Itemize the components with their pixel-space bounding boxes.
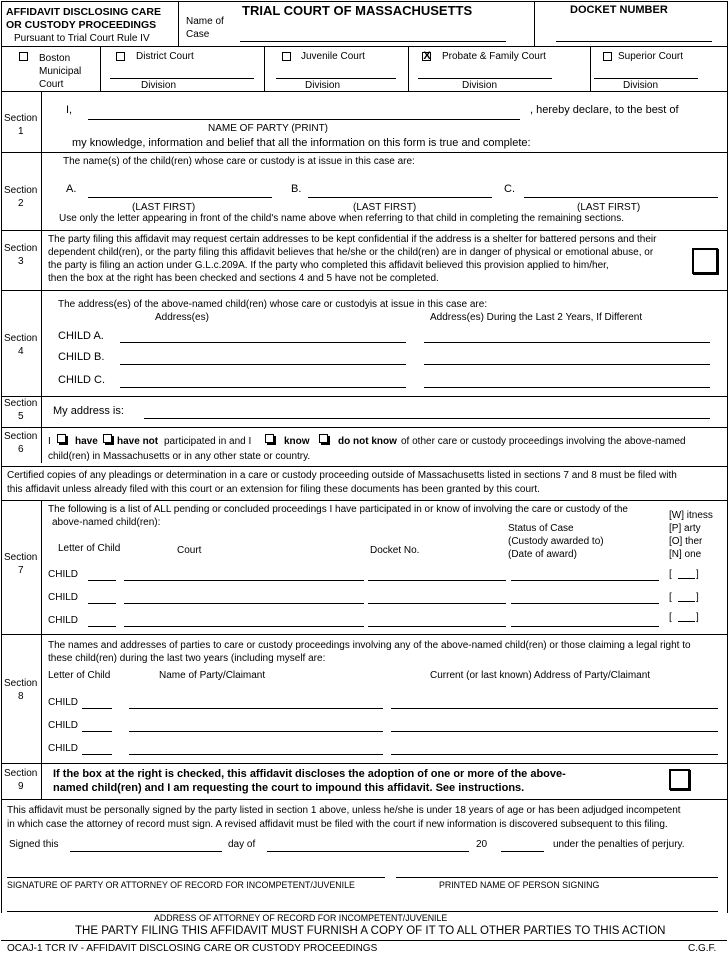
- signed-day-line: [70, 851, 222, 852]
- section4-child-c: CHILD C.: [58, 374, 106, 386]
- printed-name-caption: PRINTED NAME OF PERSON SIGNING: [439, 880, 600, 890]
- signed-year-line: [501, 851, 544, 852]
- probate-division-line: [418, 78, 552, 79]
- section1-i: I,: [66, 104, 73, 116]
- attorney-address-caption: ADDRESS OF ATTORNEY OF RECORD FOR INCOMPETENT/JUVENILE: [154, 913, 448, 923]
- s7-row1-docket-line: [368, 580, 506, 581]
- s7-row2-bracket-open: [: [669, 592, 672, 603]
- form-title-line1: AFFIDAVIT DISCLOSING CARE: [6, 6, 161, 18]
- child-b-address-input[interactable]: [122, 351, 404, 363]
- juvenile-division-line: [276, 78, 396, 79]
- printed-name-line: [396, 877, 718, 878]
- s8-row2-name-line: [129, 731, 383, 732]
- section7-status-line3: (Date of award): [508, 549, 577, 560]
- child-c-name-line: [524, 197, 718, 198]
- furnish-copy-notice: THE PARTY FILING THIS AFFIDAVIT MUST FURNISH A COPY OF IT TO ALL OTHER PARTIES TO THIS ACTION: [75, 925, 666, 937]
- confidential-address-checkbox[interactable]: [692, 248, 718, 274]
- s7-row3-court-line: [124, 626, 364, 627]
- legend-other: [O] ther: [669, 536, 703, 547]
- section7-letter-header: Letter of Child: [58, 543, 121, 554]
- s8-row2-child-label: CHILD: [48, 720, 79, 731]
- section2-label: Section: [4, 185, 38, 196]
- section2-intro: The name(s) of the child(ren) whose care or custody is at issue in this case are:: [63, 156, 415, 167]
- s7-row1-child-label: CHILD: [48, 569, 79, 580]
- child-a-address-input[interactable]: [122, 329, 404, 341]
- footer-bottom-rule: [1, 940, 727, 941]
- form-title-line2: OR CUSTODY PROCEEDINGS: [6, 19, 157, 31]
- docket-number-input[interactable]: [558, 28, 710, 40]
- section5-bottom-rule: [1, 427, 727, 428]
- section6-rest: of other care or custody proceedings involving the above-named: [401, 436, 686, 447]
- signed-month-line: [267, 851, 469, 852]
- child-a-letter: A.: [66, 183, 77, 195]
- s7-row3-role-line: [678, 621, 695, 622]
- section7-bottom-rule: [1, 634, 727, 635]
- party-name-input[interactable]: [90, 106, 518, 118]
- child-b-address-line: [120, 364, 406, 365]
- s7-row1-bracket-open: [: [669, 569, 672, 580]
- courts-bottom-rule: [1, 91, 727, 92]
- section6-label: Section: [4, 431, 38, 442]
- s7-row3-bracket-close: ]: [696, 612, 699, 623]
- section7-intro1: The following is a list of ALL pending or concluded proceedings I have participated in or know of involving the care or custody of the: [48, 504, 628, 515]
- signed-year-input[interactable]: [503, 838, 542, 850]
- day-of-label: day of: [228, 839, 256, 850]
- attorney-address-input[interactable]: [9, 897, 716, 909]
- section8-intro1: The names and addresses of parties to care or custody proceedings involving any of the above-named child(ren) or those claiming a legal right to: [48, 640, 691, 651]
- s7-row2-bracket-close: ]: [696, 592, 699, 603]
- printed-name-input[interactable]: [398, 863, 716, 875]
- participated-text: participated in and I: [164, 436, 252, 447]
- s7-row3-bracket-open: [: [669, 612, 672, 623]
- child-b-caption: (LAST FIRST): [353, 202, 417, 213]
- child-a-name-line: [88, 197, 272, 198]
- section7-number: 7: [18, 565, 24, 576]
- probate-division-label: Division: [462, 80, 498, 91]
- child-c-address-input[interactable]: [122, 374, 404, 386]
- section9-line2: named child(ren) and I am requesting the court to impound this affidavit. See instructions.: [53, 782, 525, 794]
- section6-i: I: [48, 436, 51, 447]
- section6-bottom-rule: [1, 466, 727, 467]
- rule-reference: Pursuant to Trial Court Rule IV: [14, 33, 150, 44]
- section8-number: 8: [18, 691, 24, 702]
- boston-label-3: Court: [39, 79, 64, 90]
- section3-line4: then the box at the right has been checked and sections 4 and 5 have not be completed.: [48, 273, 439, 284]
- section1-bottom-rule: [1, 152, 727, 153]
- s8-row1-child-label: CHILD: [48, 697, 79, 708]
- s8-row3-child-label: CHILD: [48, 743, 79, 754]
- child-b-letter: B.: [291, 183, 302, 195]
- s8-row2-address-line: [391, 731, 718, 732]
- juvenile-court-label: Juvenile Court: [301, 51, 365, 62]
- s7-row1-bracket-close: ]: [696, 569, 699, 580]
- child-b-name-input[interactable]: [310, 184, 490, 196]
- have-not-checkbox[interactable]: [103, 434, 112, 443]
- case-name-input[interactable]: [242, 28, 504, 40]
- child-a-caption: (LAST FIRST): [132, 202, 196, 213]
- my-address-label: My address is:: [53, 405, 124, 417]
- s7-row2-status-line: [511, 603, 659, 604]
- section2-number: 2: [18, 198, 24, 209]
- superior-court-checkbox[interactable]: [603, 52, 612, 61]
- section5-label: Section: [4, 398, 38, 409]
- docket-number-line: [556, 41, 712, 42]
- cgf-code: C.G.F.: [688, 943, 717, 954]
- s7-row3-letter-line: [88, 626, 116, 627]
- section1-knowledge: my knowledge, information and belief that all the information on this form is true and complete:: [72, 137, 531, 149]
- header-bottom-rule: [1, 46, 727, 47]
- section7-status-line2: (Custody awarded to): [508, 536, 604, 547]
- boston-label-1: Boston: [39, 53, 71, 64]
- s8-row3-address-line: [391, 754, 718, 755]
- s8-row3-name-line: [129, 754, 383, 755]
- form-border-left: [1, 1, 2, 913]
- section3-line1: The party filing this affidavit may request certain addresses to be kept confidential if the address is a shelter for battered persons and their: [48, 234, 657, 245]
- s7-row1-status-line: [511, 580, 659, 581]
- child-c-letter: C.: [504, 183, 515, 195]
- probate-check-mark: X: [423, 50, 431, 62]
- adoption-impound-checkbox[interactable]: [669, 769, 690, 790]
- certified-line1: Certified copies of any pleadings or determination in a care or custody proceeding outside of Massachusetts listed in sections 7 and 8 must be filed with: [7, 470, 677, 481]
- district-court-checkbox[interactable]: [116, 52, 125, 61]
- section1-number: 1: [18, 126, 24, 137]
- have-checkbox[interactable]: [57, 434, 66, 443]
- signature-line: [7, 877, 385, 878]
- district-court-label: District Court: [136, 51, 194, 62]
- section8-letter-header: Letter of Child: [48, 670, 111, 681]
- s7-row2-role-line: [678, 601, 695, 602]
- signed-month-input[interactable]: [269, 838, 467, 850]
- year-prefix-label: 20: [476, 839, 488, 850]
- section4-intro: The address(es) of the above-named child(ren) whose care or custodyis at issue in this case are:: [58, 299, 488, 310]
- section6-number: 6: [18, 444, 24, 455]
- do-not-know-checkbox[interactable]: [319, 434, 328, 443]
- superior-division-label: Division: [623, 80, 659, 91]
- header-divider-1: [178, 1, 179, 46]
- probate-court-label: Probate & Family Court: [442, 51, 546, 62]
- form-border-top: [1, 1, 727, 2]
- court-divider-3: [408, 46, 409, 91]
- section9-label: Section: [4, 768, 38, 779]
- section7-intro2: above-named child(ren):: [52, 517, 161, 528]
- case-name-line: [240, 41, 506, 42]
- section3-label: Section: [4, 243, 38, 254]
- child-c-name-input[interactable]: [526, 184, 716, 196]
- section4-child-a: CHILD A.: [58, 330, 104, 342]
- my-address-input[interactable]: [146, 405, 708, 417]
- section8-label: Section: [4, 678, 38, 689]
- s8-row2-letter-line: [82, 731, 112, 732]
- section3-number: 3: [18, 256, 24, 267]
- child-b-name-line: [308, 197, 492, 198]
- section3-bottom-rule: [1, 290, 727, 291]
- prior-address-column-header: Address(es) During the Last 2 Years, If Different: [430, 312, 643, 323]
- legend-party: [P] arty: [669, 523, 701, 534]
- section2-note: Use only the letter appearing in front of the child's name above when referring to that child in completing the remaining sections.: [59, 213, 625, 224]
- section5-number: 5: [18, 411, 24, 422]
- section1-label: Section: [4, 113, 38, 124]
- section3-line2: dependent child(ren), or the party filing this affidavit believes that he/she or the child(ren) are in danger of physical or emotional abuse, or: [48, 247, 654, 258]
- child-c-address-line: [120, 387, 406, 388]
- have-label: have: [75, 436, 98, 447]
- section4-label: Section: [4, 333, 38, 344]
- s7-row3-docket-line: [368, 626, 506, 627]
- header-divider-2: [534, 1, 535, 46]
- section8-name-header: Name of Party/Claimant: [159, 670, 266, 681]
- s7-row1-court-line: [124, 580, 364, 581]
- section9-number: 9: [18, 781, 24, 792]
- name-of-case-label-2: Case: [186, 29, 210, 40]
- know-label: know: [284, 436, 310, 447]
- boston-label-2: Municipal: [39, 66, 82, 77]
- section1-declare: , hereby declare, to the best of: [530, 104, 679, 116]
- superior-division-line: [594, 78, 698, 79]
- section4-child-b: CHILD B.: [58, 351, 105, 363]
- legend-witness: [W] itness: [669, 510, 713, 521]
- court-divider-4: [590, 46, 591, 91]
- section7-label: Section: [4, 552, 38, 563]
- s8-row1-name-line: [129, 708, 383, 709]
- signature-caption: SIGNATURE OF PARTY OR ATTORNEY OF RECORD FOR INCOMPETENT/JUVENILE: [7, 880, 355, 890]
- footer-paragraph-line2: in which case the attorney of record must sign. A revised affidavit must be filed with the court if new information is discovered subsequent to this filing.: [7, 819, 668, 830]
- section9-line1: If the box at the right is checked, this affidavit discloses the adoption of one or more of the above-: [53, 768, 566, 780]
- child-a-address-line: [120, 342, 406, 343]
- attorney-address-line: [7, 911, 718, 912]
- section-column-divider-bottom: [41, 500, 42, 799]
- section7-status-line1: Status of Case: [508, 523, 574, 534]
- section8-address-header: Current (or last known) Address of Party/Claimant: [430, 670, 651, 681]
- section4-bottom-rule: [1, 396, 727, 397]
- court-divider-1: [100, 46, 101, 91]
- child-b-prior-address-input[interactable]: [426, 351, 708, 363]
- s7-row2-letter-line: [88, 603, 116, 604]
- section8-intro2: these child(ren) during the last two years (including myself are:: [48, 653, 326, 664]
- child-c-caption: (LAST FIRST): [577, 202, 641, 213]
- court-title: TRIAL COURT OF MASSACHUSETTS: [242, 3, 473, 18]
- s7-row2-court-line: [124, 603, 364, 604]
- form-identifier: OCAJ-1 TCR IV - AFFIDAVIT DISCLOSING CARE OR CUSTODY PROCEEDINGS: [7, 943, 378, 954]
- section9-bottom-rule: [1, 799, 727, 800]
- s7-row3-status-line: [511, 626, 659, 627]
- party-name-line: [88, 119, 520, 120]
- s7-row2-child-label: CHILD: [48, 592, 79, 603]
- certified-line2: this affidavit unless already filed with this court or an extension for filing these documents has been granted by this court.: [7, 484, 540, 495]
- signed-this-label: Signed this: [9, 839, 59, 850]
- child-a-prior-address-input[interactable]: [426, 329, 708, 341]
- child-c-prior-address-line: [424, 387, 710, 388]
- my-address-line: [144, 418, 710, 419]
- child-b-prior-address-line: [424, 364, 710, 365]
- child-c-prior-address-input[interactable]: [426, 374, 708, 386]
- section8-bottom-rule: [1, 763, 727, 764]
- juvenile-division-label: Division: [305, 80, 341, 91]
- s7-row1-role-line: [678, 578, 695, 579]
- superior-court-label: Superior Court: [618, 51, 684, 62]
- s8-row1-letter-line: [82, 708, 112, 709]
- s7-row3-child-label: CHILD: [48, 615, 79, 626]
- child-a-name-input[interactable]: [90, 184, 270, 196]
- district-division-label: Division: [141, 80, 177, 91]
- section4-number: 4: [18, 346, 24, 357]
- section2-bottom-rule: [1, 230, 727, 231]
- address-column-header: Address(es): [155, 312, 209, 323]
- name-of-case-label-1: Name of: [186, 16, 224, 27]
- court-divider-2: [264, 46, 265, 91]
- docket-number-label: DOCKET NUMBER: [570, 4, 668, 16]
- footer-paragraph-line1: This affidavit must be personally signed by the party listed in section 1 above, unless he/she is under 18 years of age or has been adjudged incompetent: [7, 805, 681, 816]
- juvenile-court-checkbox[interactable]: [282, 52, 291, 61]
- section6-line2: child(ren) in Massachusetts or in any other state or country.: [48, 451, 311, 462]
- section7-court-header: Court: [177, 545, 202, 556]
- child-a-prior-address-line: [424, 342, 710, 343]
- know-checkbox[interactable]: [265, 434, 274, 443]
- signature-input[interactable]: [9, 863, 383, 875]
- legend-none: [N] one: [669, 549, 702, 560]
- s7-row1-letter-line: [88, 580, 116, 581]
- s7-row2-docket-line: [368, 603, 506, 604]
- section7-docket-header: Docket No.: [370, 545, 420, 556]
- party-name-caption: NAME OF PARTY (PRINT): [208, 123, 329, 134]
- perjury-text: under the penalties of perjury.: [553, 839, 685, 850]
- s8-row3-letter-line: [82, 754, 112, 755]
- district-division-line: [110, 78, 254, 79]
- signed-day-input[interactable]: [72, 838, 220, 850]
- s8-row1-address-line: [391, 708, 718, 709]
- section3-line3: the party is filing an action under G.L.c.209A. If the party who completed this affidavit believed this provision applied to him/her,: [48, 260, 609, 271]
- have-not-label: have not: [117, 436, 159, 447]
- boston-municipal-checkbox[interactable]: [19, 52, 28, 61]
- do-not-know-label: do not know: [338, 436, 397, 447]
- section-column-divider-top: [41, 91, 42, 463]
- certified-bottom-rule: [1, 500, 727, 501]
